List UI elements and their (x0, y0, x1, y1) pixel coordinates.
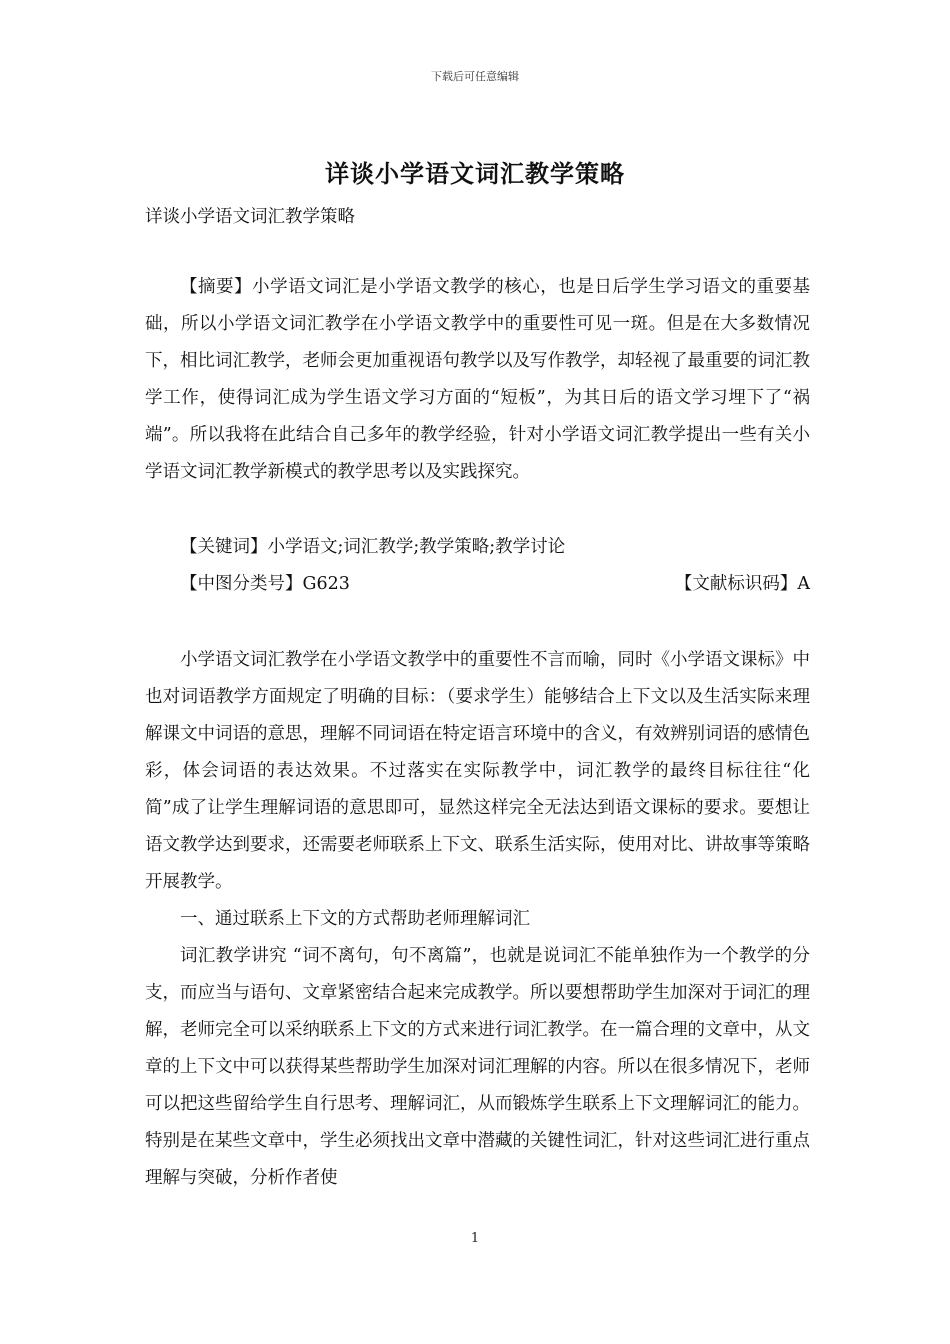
document-title: 详谈小学语文词汇教学策略 (325, 159, 625, 188)
classification-row (145, 566, 810, 603)
document-code: 【文献标识码】A (674, 574, 810, 594)
document-subtitle: 详谈小学语文词汇教学策略 (145, 207, 355, 227)
keywords-line: 【关键词】小学语文;词汇教学;教学策略;教学讨论 (180, 537, 566, 557)
abstract-paragraph: 【摘要】小学语文词汇是小学语文教学的核心，也是日后学生学习语文的重要基础，所以小学语文词汇教学在小学语文教学中的重要性可见一斑。但是在大多数情况下，相比词汇教学，老师会更加重视语句教学以及写作教学，却轻视了最重要的词汇教学工作，使得词汇成为学生语文学习方面的“短板”，为其日后的语文学习埋下了“祸端”。所以我将在此结合自己多年的教学经验，针对小学语文词汇教学提出一些有关小学语文词汇教学新模式的教学思考以及实践探究。 (145, 277, 810, 482)
section-heading-1: 一、通过联系上下文的方式帮助老师理解词汇 (180, 909, 530, 929)
keywords-section (145, 529, 810, 566)
classification-section (145, 566, 810, 603)
page-header: 下载后可任意编辑 (431, 70, 519, 83)
main-body (145, 642, 810, 1197)
body-paragraph-1: 小学语文词汇教学在小学语文教学中的重要性不言而喻，同时《小学语文课标》中也对词语教学方面规定了明确的目标：（要求学生）能够结合上下文以及生活实际来理解课文中词语的意思，理解不同词语在特定语言环境中的含义，有效辨别词语的感情色彩，体会词语的表达效果。不过落实在实际教学中，词汇教学的最终目标往往“化简”成了让学生理解词语的意思即可，显然这样完全无法达到语文课标的要求。要想让语文教学达到要求，还需要老师联系上下文、联系生活实际，使用对比、讲故事等策略开展教学。 (145, 650, 810, 892)
body-paragraph-2: 词汇教学讲究 “词不离句，句不离篇”，也就是说词汇不能单独作为一个教学的分支，而应当与语句、文章紧密结合起来完成教学。所以要想帮助学生加深对于词汇的理解，老师完全可以采纳联系上下文的方式来进行词汇教学。在一篇合理的文章中，从文章的上下文中可以获得某些帮助学生加深对词汇理解的内容。所以在很多情况下，老师可以把这些留给学生自行思考、理解词汇，从而锻炼学生联系上下文理解词汇的能力。特别是在某些文章中，学生必须找出文章中潜藏的关键性词汇，针对这些词汇进行重点理解与突破，分析作者使 (145, 946, 810, 1188)
classification-number: 【中图分类号】G623 (180, 574, 350, 594)
abstract-section (145, 269, 810, 491)
page-number: 1 (470, 1231, 480, 1246)
